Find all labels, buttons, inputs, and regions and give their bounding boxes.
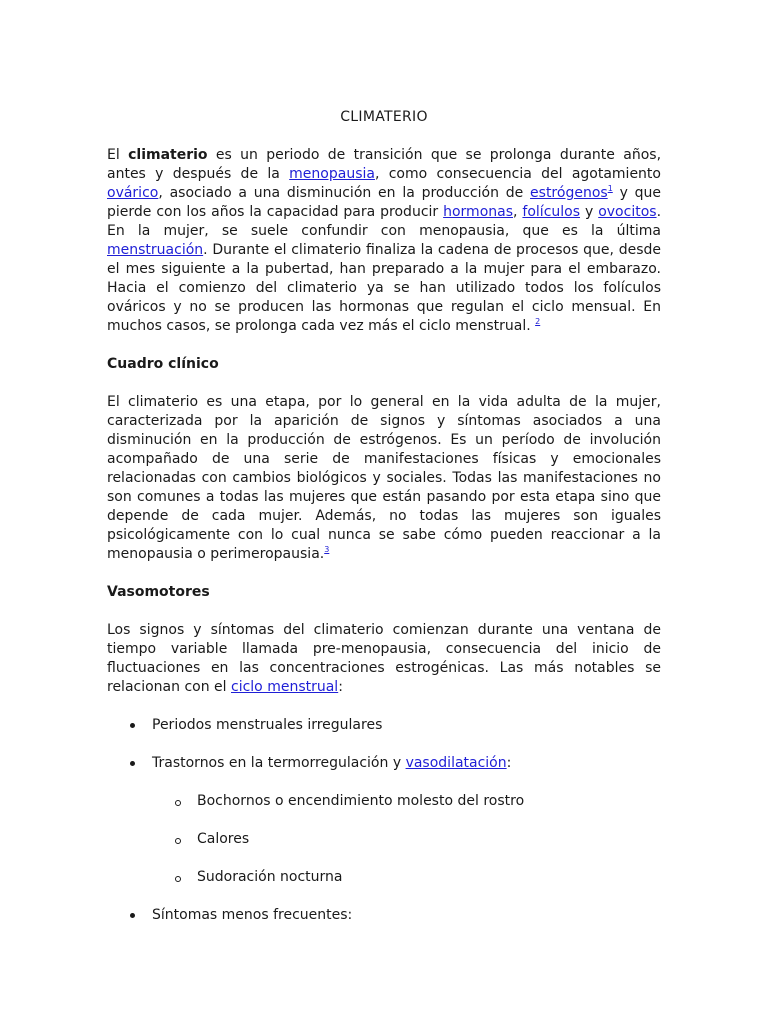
text-run: El xyxy=(107,147,129,163)
heading-cuadro-clinico: Cuadro clínico xyxy=(107,356,219,372)
footnote-ref-1[interactable]: 1 xyxy=(607,184,613,193)
sublist-item-text: Calores xyxy=(197,831,250,847)
text-run: . En la mujer, se suele confundir con menopausia, que es la última xyxy=(107,204,662,239)
link-vasodilatacion[interactable]: vasodilatación xyxy=(405,755,507,771)
list-item-text: Síntomas menos frecuentes: xyxy=(152,907,353,923)
intro-paragraph xyxy=(107,146,661,336)
bold-term: climaterio xyxy=(128,147,208,163)
document-page xyxy=(107,108,661,944)
sublist-item xyxy=(152,830,661,849)
cuadro-clinico-paragraph xyxy=(107,393,661,564)
sublist-item xyxy=(152,792,661,811)
link-ciclo-menstrual[interactable]: ciclo menstrual xyxy=(231,679,339,695)
text-run: . Durante el climaterio finaliza la cadena de procesos que, desde el mes siguiente a la pubertad, han preparado a la mujer para el embarazo. Hacia el comienzo del climaterio ya se han utilizado todos los folículos ováricos y no se producen las hormonas que regulan el ciclo mensual. En muchos casos, se prolonga cada vez más el ciclo menstrual. xyxy=(107,242,661,334)
text-run: Los signos y síntomas del climaterio comienzan durante una ventana de tiempo variable llamada pre-menopausia, consecuencia del inicio de fluctuaciones en las concentraciones estrogénicas. Las más notables se relacionan con el xyxy=(107,622,661,695)
list-item xyxy=(107,906,661,925)
link-ovocitos[interactable]: ovocitos xyxy=(598,204,657,220)
sublist-item xyxy=(152,868,661,887)
vasomotores-paragraph xyxy=(107,621,661,697)
text-run: , asociado a una disminución en la producción de xyxy=(158,185,531,201)
document-title: CLIMATERIO xyxy=(340,109,428,125)
text-run: es un periodo de transición que se prolonga durante años, antes y después de la xyxy=(107,147,662,182)
footnote-ref-2[interactable]: 2 xyxy=(535,317,541,326)
link-menopausia[interactable]: menopausia xyxy=(289,166,375,182)
text-run: : xyxy=(338,679,343,695)
symptom-sublist xyxy=(152,792,661,887)
text-run: El climaterio es una etapa, por lo general en la vida adulta de la mujer, caracterizada por la aparición de signos y síntomas asociados a una disminución en la producción de estrógenos. Es un período de involución acompañado de una serie de manifestaciones físicas y emocionales relacionadas con cambios biológicos y sociales. Todas las manifestaciones no son comunes a todas las mujeres que están pasando por esta etapa sino que depende de cada mujer. Además, no todas las mujeres son iguales psicológicamente con lo cual nunca se sabe cómo pueden reaccionar a la menopausia o perimeropausia. xyxy=(107,394,661,562)
heading-vasomotores: Vasomotores xyxy=(107,584,210,600)
list-item xyxy=(107,716,661,735)
text-run: , xyxy=(513,204,523,220)
symptom-list xyxy=(107,716,661,925)
link-foliculos[interactable]: folículos xyxy=(522,204,581,220)
list-item xyxy=(107,754,661,887)
list-item-text: : xyxy=(506,755,512,771)
text-run: y xyxy=(580,204,599,220)
sublist-item-text: Bochornos o encendimiento molesto del rostro xyxy=(197,793,525,809)
link-hormonas[interactable]: hormonas xyxy=(443,204,514,220)
list-item-text: Periodos menstruales irregulares xyxy=(152,717,383,733)
link-menstruacion[interactable]: menstruación xyxy=(107,242,204,258)
footnote-ref-3[interactable]: 3 xyxy=(324,545,330,554)
link-ovarico[interactable]: ovárico xyxy=(107,185,159,201)
text-run: , como consecuencia del agotamiento xyxy=(374,166,661,182)
sublist-item-text: Sudoración nocturna xyxy=(197,869,343,885)
list-item-text: Trastornos en la termorregulación y xyxy=(152,755,406,771)
text-run: y que pierde con los años la capacidad para producir xyxy=(107,185,662,220)
link-estrogenos[interactable]: estrógenos xyxy=(530,185,608,201)
